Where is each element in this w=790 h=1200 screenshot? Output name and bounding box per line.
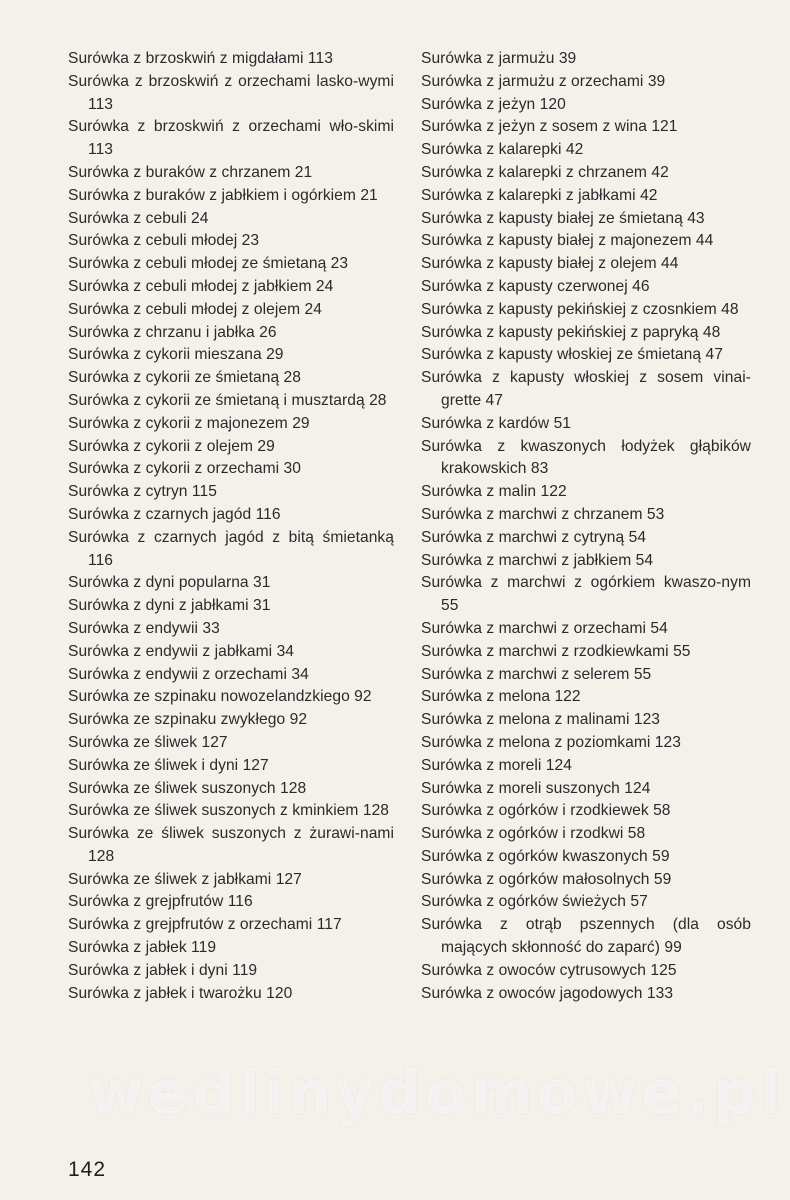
index-entry: Surówka z kalarepki 42 [421, 141, 584, 159]
index-entry: Surówka z kapusty białej ze śmietaną 43 [421, 209, 705, 227]
index-entry: Surówka z kapusty włoskiej ze śmietaną 47 [421, 346, 723, 364]
index-entry: Surówka z cebuli 24 [68, 209, 209, 227]
index-entry: Surówka z jabłek 119 [68, 939, 217, 957]
index-entry: Surówka z ogórków i rzodkiewek 58 [421, 802, 671, 820]
index-entry: Surówka z marchwi z orzechami 54 [421, 619, 668, 637]
index-entry: Surówka z owoców cytrusowych 125 [421, 961, 677, 979]
index-entry: Surówka z jeżyn z sosem z wina 121 [421, 118, 678, 136]
index-entry: Surówka z moreli 124 [421, 756, 572, 774]
index-entry: Surówka z cykorii z orzechami 30 [68, 460, 301, 478]
index-entry: Surówka z brzoskwiń z orzechami lasko-wymi 113 [68, 72, 394, 113]
index-entry: Surówka z marchwi z jabłkiem 54 [421, 551, 654, 569]
index-entry: Surówka z kwaszonych łodyżek głąbików krakowskich 83 [421, 437, 751, 478]
index-entry: Surówka z dyni popularna 31 [68, 574, 271, 592]
watermark: wedlinydomowe.pl [88, 1058, 785, 1128]
index-entry: Surówka ze śliwek z jabłkami 127 [68, 870, 302, 888]
index-entry: Surówka z kapusty białej z olejem 44 [421, 255, 679, 273]
index-entry: Surówka z cykorii mieszana 29 [68, 346, 284, 364]
index-entry: Surówka z ogórków małosolnych 59 [421, 870, 672, 888]
index-entry: Surówka z endywii z orzechami 34 [68, 665, 309, 683]
index-entry: Surówka z kardów 51 [421, 414, 572, 432]
index-entry: Surówka z cebuli młodej ze śmietaną 23 [68, 255, 349, 273]
index-entry: Surówka z marchwi z rzodkiewkami 55 [421, 642, 691, 660]
index-entry: Surówka z marchwi z chrzanem 53 [421, 505, 665, 523]
index-entry: Surówka z cykorii z majonezem 29 [68, 414, 310, 432]
index-entry: Surówka z melona z poziomkami 123 [421, 733, 681, 751]
index-entry: Surówka z melona z malinami 123 [421, 711, 661, 729]
index-entry: Surówka z czarnych jagód 116 [68, 505, 281, 523]
index-entry: Surówka z jabłek i twarożku 120 [68, 984, 293, 1002]
index-entry: Surówka z jeżyn 120 [421, 95, 566, 113]
index-entry: Surówka z marchwi z selerem 55 [421, 665, 652, 683]
index-entry: Surówka z kapusty pekińskiej z czosnkiem 48 [421, 300, 739, 318]
index-entry: Surówka z cebuli młodej 23 [68, 232, 260, 250]
index-column-right [421, 48, 751, 1005]
index-entry: Surówka z dyni z jabłkami 31 [68, 597, 271, 615]
index-column-left [68, 48, 394, 1005]
index-entry: Surówka z brzoskwiń z orzechami wło-skimi 113 [68, 118, 394, 159]
index-entry: Surówka ze śliwek i dyni 127 [68, 756, 269, 774]
index-entry: Surówka ze śliwek suszonych z żurawi-nami 128 [68, 825, 394, 865]
index-entry: Surówka z endywii z jabłkami 34 [68, 642, 295, 660]
index-entry: Surówka z otrąb pszennych (dla osób mających skłonność do zaparć) 99 [421, 916, 751, 957]
index-entry: Surówka z kalarepki z chrzanem 42 [421, 163, 669, 181]
index-entry: Surówka z cykorii z olejem 29 [68, 437, 275, 455]
index-entry: Surówka z kapusty czerwonej 46 [421, 277, 650, 295]
index-entry: Surówka z ogórków świeżych 57 [421, 893, 648, 911]
index-entry: Surówka z brzoskwiń z migdałami 113 [68, 50, 333, 67]
index-entry: Surówka ze szpinaku nowozelandzkiego 92 [68, 688, 372, 706]
index-entry: Surówka z ogórków kwaszonych 59 [421, 847, 670, 865]
index-entry: Surówka z moreli suszonych 124 [421, 779, 651, 797]
index-entry: Surówka ze szpinaku zwykłego 92 [68, 711, 308, 729]
index-entry: Surówka z chrzanu i jabłka 26 [68, 323, 277, 341]
index-entry: Surówka z jarmużu 39 [421, 50, 577, 67]
index-entry: Surówka z ogórków i rzodkwi 58 [421, 825, 646, 843]
index-entry: Surówka ze śliwek suszonych 128 [68, 779, 307, 797]
index-entry: Surówka z marchwi z ogórkiem kwaszo-nym 55 [421, 574, 751, 615]
page-number: 142 [68, 1158, 107, 1181]
index-entry: Surówka z malin 122 [421, 483, 567, 501]
index-entry: Surówka z grejpfrutów z orzechami 117 [68, 916, 342, 934]
index-entry: Surówka z endywii 33 [68, 619, 220, 637]
index-entry: Surówka z cebuli młodej z jabłkiem 24 [68, 277, 334, 295]
index-entry: Surówka z buraków z jabłkiem i ogórkiem 21 [68, 186, 378, 204]
index-entry: Surówka z kapusty pekińskiej z papryką 48 [421, 323, 721, 341]
index-entry: Surówka z cebuli młodej z olejem 24 [68, 300, 322, 318]
index-entry: Surówka z buraków z chrzanem 21 [68, 163, 313, 181]
index-entry: Surówka z owoców jagodowych 133 [421, 984, 674, 1002]
index-entry: Surówka z kapusty białej z majonezem 44 [421, 232, 714, 250]
index-entry: Surówka z cykorii ze śmietaną 28 [68, 369, 302, 387]
index-entry: Surówka z cytryn 115 [68, 483, 217, 501]
index-entry: Surówka z grejpfrutów 116 [68, 893, 253, 911]
index-entry: Surówka z jarmużu z orzechami 39 [421, 72, 666, 90]
index-entry: Surówka ze śliwek suszonych z kminkiem 128 [68, 802, 390, 820]
index-entry: Surówka z kapusty włoskiej z sosem vinai-grette 47 [421, 369, 751, 409]
index-entry: Surówka z cykorii ze śmietaną i musztardą 28 [68, 391, 387, 409]
index-entry: Surówka z czarnych jagód z bitą śmietanką 116 [68, 528, 394, 569]
index-entry: Surówka z melona 122 [421, 688, 581, 706]
index-entry: Surówka z kalarepki z jabłkami 42 [421, 186, 658, 204]
index-entry: Surówka z marchwi z cytryną 54 [421, 528, 647, 546]
index-entry: Surówka z jabłek i dyni 119 [68, 961, 258, 979]
index-entry: Surówka ze śliwek 127 [68, 733, 228, 751]
